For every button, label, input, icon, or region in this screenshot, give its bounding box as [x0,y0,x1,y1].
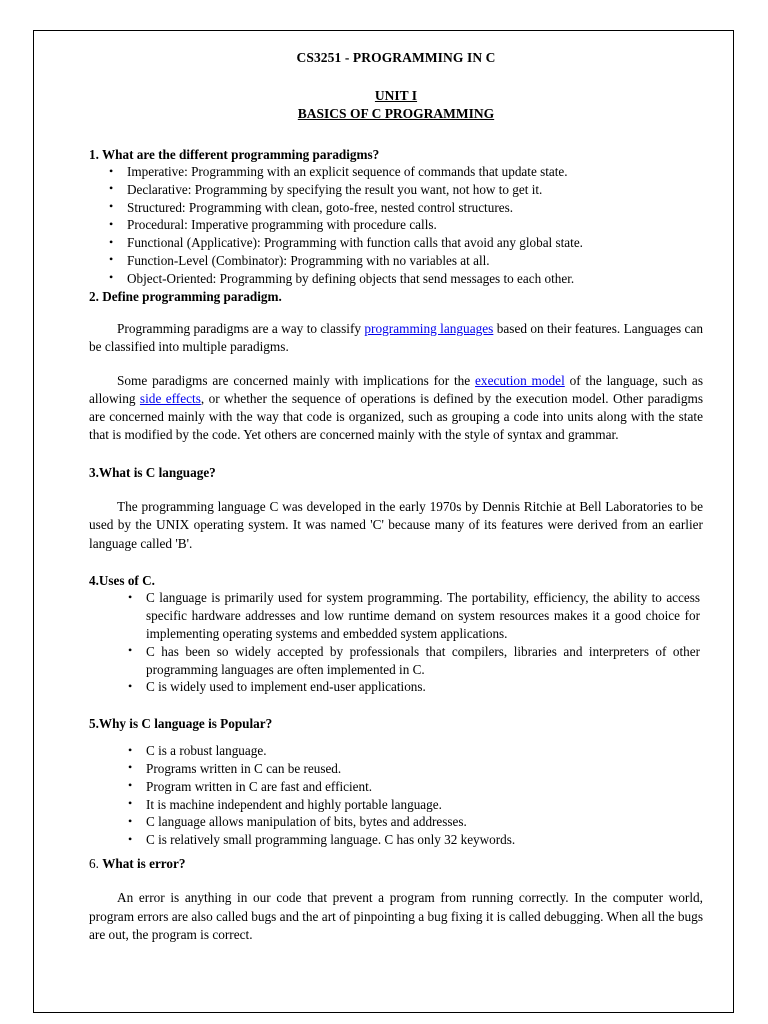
q2-p2-text-2: of the language, such as allowing [89,372,703,406]
spacer [89,732,703,742]
page-content [34,31,733,945]
side-effects-link[interactable]: side effects [139,390,201,406]
list-item: • It is machine independent and highly portable language. [89,796,703,814]
question-5-heading: 5.Why is C language is Popular? [89,716,273,732]
unit-label: UNIT I [374,88,418,103]
q2-p2-text-1: Some paradigms are concerned mainly with implications for the [117,372,476,388]
list-item: • C language is primarily used for system programming. The portability, efficiency, the ability to access specific hardware addresses and low runtime demand on system resources makes it a good choice for implementing operating systems and embedded system applications. [89,589,703,642]
list-item: • Structured: Programming with clean, goto-free, nested control structures. [89,199,703,217]
list-item: • Procedural: Imperative programming with procedure calls. [89,216,703,234]
question-3-paragraph: The programming language C was developed in the early 1970s by Dennis Ritchie at Bell Laboratories to be used by the UNIX operating system. It was named 'C' because many of its features were derived from an earlier language called 'B'. [89,498,703,551]
question-2-paragraph-2 [89,372,703,445]
list-item: • C language allows manipulation of bits, bytes and addresses. [89,813,703,831]
unit-heading-block [89,87,703,123]
question-6-heading [89,855,703,872]
question-6-paragraph: An error is anything in our code that prevent a program from running correctly. In the computer world, program errors are also called bugs and the art of pinpointing a bug fixing it is called debugging. When all the bugs are out, the program is correct. [89,889,703,943]
document-page [33,30,734,1013]
list-item: • Functional (Applicative): Programming with function calls that avoid any global state. [89,234,703,252]
list-item: • Programs written in C can be reused. [89,760,703,778]
question-6-number: 6. [89,855,103,871]
execution-model-link[interactable]: execution model [475,372,565,388]
question-5-bullet-list [89,742,703,849]
list-item: • Imperative: Programming with an explicit sequence of commands that update state. [89,163,703,181]
question-1-bullet-list [89,163,703,288]
list-item: • Program written in C are fast and efficient. [89,778,703,796]
document-title: CS3251 - PROGRAMMING IN C [296,50,496,65]
question-2-heading: 2. Define programming paradigm. [89,288,282,304]
list-item: • C is relatively small programming language. C has only 32 keywords. [89,831,703,849]
question-4-heading: 4.Uses of C. [89,573,155,589]
question-1-heading: 1. What are the different programming paradigms? [89,147,380,162]
list-item: • C has been so widely accepted by professionals that compilers, libraries and interpreters of other programming languages are often implemented in C. [89,643,703,679]
list-item: • C is a robust language. [89,742,703,760]
q2-p2-text-3: , or whether the sequence of operations is defined by the execution model. Other paradigms are concerned mainly with the way that code is organized, such as grouping a code into units along with the state that is modified by the code. Yet others are concerned mainly with the style of syntax and grammar. [89,390,703,443]
question-4-bullet-list [89,589,703,696]
list-item: • Declarative: Programming by specifying the result you want, not how to get it. [89,181,703,199]
unit-subtitle: BASICS OF C PROGRAMMING [297,106,495,121]
programming-languages-link[interactable]: programming languages [364,320,494,336]
list-item: • C is widely used to implement end-user applications. [89,678,703,696]
q2-p1-text-before: Programming paradigms are a way to classify [117,320,365,336]
q2-p1-text-after: based on their features. Languages can be classified into multiple paradigms. [89,320,704,355]
question-3-heading: 3.What is C language? [89,464,216,480]
list-item: • Function-Level (Combinator): Programming with no variables at all. [89,252,703,270]
list-item: • Object-Oriented: Programming by defining objects that send messages to each other. [89,270,703,288]
question-2-paragraph-1 [89,320,703,357]
question-6-title: What is error? [102,855,186,871]
